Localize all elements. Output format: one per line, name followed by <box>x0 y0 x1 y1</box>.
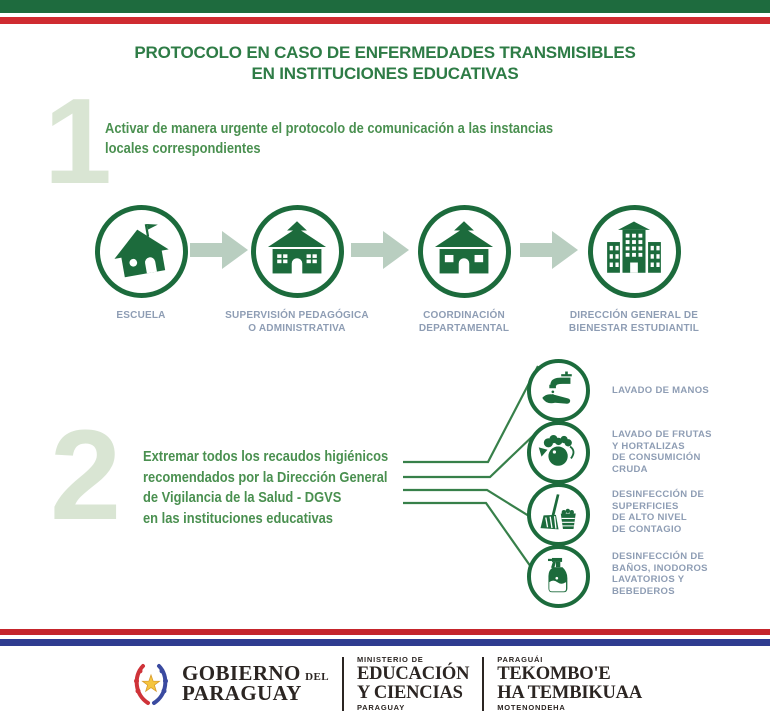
tekombo-wordmark: PARAGUÁI TEKOMBO'E HA TEMBIKUAA MOTENONDEHA <box>497 655 643 712</box>
measure-label-banos: DESINFECCIÓN DE BAÑOS, INODOROS LAVATORIOS Y BEBEDEROS <box>612 551 708 597</box>
flow-arrow-icon <box>190 231 248 269</box>
step2-text: Extremar todos los recaudos higiénicos recomendados por la Dirección General de Vigilancia de la Salud - DGVS en las instituciones educativas <box>143 448 389 527</box>
bottom-blue-stripe <box>0 639 770 646</box>
flow-node-coordinacion <box>418 205 511 298</box>
office-buildings-icon <box>602 219 666 283</box>
flow-label-escuela: ESCUELA <box>116 310 166 321</box>
page-title <box>0 42 770 84</box>
measure-node-banos <box>527 545 590 608</box>
school-building-icon <box>264 218 330 284</box>
gobierno-word: GOBIERNO <box>181 661 301 686</box>
flow-label-supervision: SUPERVISIÓN PEDAGÓGICA O ADMINISTRATIVA <box>225 310 369 334</box>
flow-label-direccion-general: DIRECCIÓN GENERAL DE BIENESTAR ESTUDIANTIL <box>568 310 700 334</box>
step2-number: 2 <box>50 404 122 547</box>
flow-node-escuela <box>95 205 188 298</box>
measure-node-lavado-manos <box>527 359 590 422</box>
step1-text-line2: locales correspondientes <box>105 140 261 157</box>
measure-label-superficies: DESINFECCIÓN DE SUPERFICIES DE ALTO NIVEL DE CONTAGIO <box>612 489 705 535</box>
school-building-icon <box>431 218 497 284</box>
footer-divider <box>482 657 484 711</box>
paraguay-wreath-icon <box>128 660 174 708</box>
page-title-line1: PROTOCOLO EN CASO DE ENFERMEDADES TRANSMISIBLES <box>134 43 636 62</box>
broom-bucket-icon <box>537 492 581 536</box>
measure-label-frutas: LAVADO DE FRUTAS Y HORTALIZAS DE CONSUMICIÓN CRUDA <box>612 429 712 475</box>
ministerio-educacion-wordmark: MINISTERIO DE EDUCACIÓN Y CIENCIAS PARAGUAY <box>356 655 470 712</box>
flow-label-coordinacion: COORDINACIÓN DEPARTAMENTAL <box>418 310 510 334</box>
handwash-faucet-icon <box>537 368 581 412</box>
footer-divider <box>342 657 344 711</box>
step1-text <box>105 119 553 159</box>
paraguay-word: PARAGUAY <box>181 681 302 705</box>
gobierno-del: DEL <box>305 671 329 684</box>
measure-node-superficies <box>527 483 590 546</box>
measure-label-lavado-manos: LAVADO DE MANOS <box>612 385 710 396</box>
step1-text-line1: Activar de manera urgente el protocolo de comunicación a las instancias <box>105 120 554 137</box>
flow-arrow-icon <box>351 231 409 269</box>
top-red-stripe <box>0 17 770 24</box>
top-green-stripe <box>0 0 770 13</box>
step1-number: 1 <box>44 73 112 209</box>
spray-bottle-icon <box>537 554 581 598</box>
page-title-line2: EN INSTITUCIONES EDUCATIVAS <box>251 64 519 83</box>
measure-node-frutas <box>527 421 590 484</box>
bottom-red-stripe <box>0 629 770 635</box>
flow-arrow-icon <box>520 231 578 269</box>
flow-node-supervision <box>251 205 344 298</box>
fruits-vegetables-icon <box>536 429 582 475</box>
footer <box>0 653 770 715</box>
gobierno-paraguay-wordmark <box>181 661 329 705</box>
house-flag-icon <box>109 219 173 283</box>
flow-node-direccion-general <box>588 205 681 298</box>
